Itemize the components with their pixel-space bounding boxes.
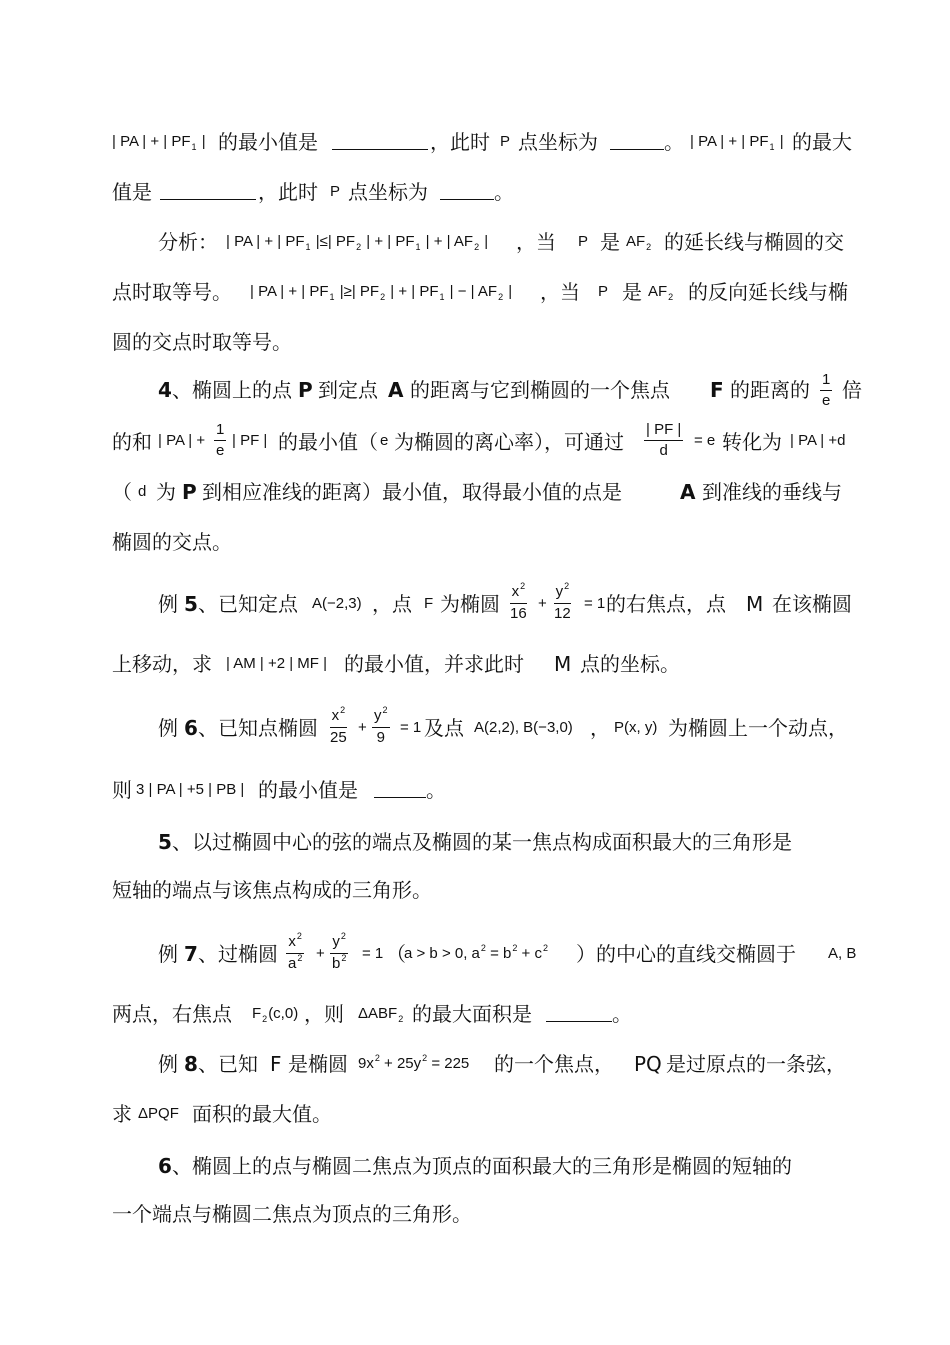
text: 为椭圆的离心率），可通过 [394,430,624,454]
text: 到定点 [318,378,378,402]
text: 求 [112,1102,132,1126]
math-expression: 3 | PA | +5 | PB | [136,781,245,798]
math-operator: + [316,945,325,962]
math-variable: F [270,1052,282,1076]
text: 为 [156,480,176,504]
fraction-x2-over-16: $\frac{x^2}{16}$ [510,581,527,622]
text: ）的中心的直线交椭圆于 [576,942,796,966]
text: 一个端点与椭圆二焦点为顶点的三角形。 [112,1202,472,1226]
text: 、过椭圆 [198,942,278,966]
answer-blank [610,131,664,150]
text: 到相应准线的距离）最小值，取得最小值的点是 [202,480,622,504]
fraction-one-over-e: $\frac{1}{e}$ [216,421,225,459]
math-expression: $\Delta ABF_2$ [358,1005,404,1024]
text: 是 [600,230,620,254]
answer-blank [160,181,256,200]
text: 点坐标为 [518,130,598,154]
line-4 [0,278,950,318]
text: 的反向延长线与椭 [688,280,848,304]
answer-blank [374,779,426,798]
text: 点的坐标。 [580,652,680,676]
fraction-one-over-e: $\frac{1}{e}$ [822,371,831,409]
math-expression: | PF | [232,432,268,449]
text: 的最小值是 [258,778,358,802]
item-number: 4 [158,378,172,402]
line-2 [0,178,950,218]
text: 的延长线与椭圆的交 [664,230,844,254]
line-20 [0,1152,950,1192]
math-variable: P [298,378,313,402]
text: 值是 [112,180,152,204]
text: 的一个焦点， [494,1052,614,1076]
line-19 [0,1100,950,1140]
text: ，此时 [258,180,318,204]
line-9 [0,528,950,568]
fraction-y2-over-b2: $\frac{y^2}{b^2}$ [332,931,347,972]
math-expression: $AF_2$ [626,233,652,252]
math-expression: A(2,2), B(−3,0) [474,719,573,736]
text: 、椭圆上的点与椭圆二焦点为顶点的面积最大的三角形是椭圆的短轴的 [172,1154,792,1178]
text: 两点，右焦点 [112,1002,232,1026]
text: 是 [622,280,642,304]
line-18-example-8 [0,1050,950,1090]
text: 、已知定点 [198,592,298,616]
answer-blank [546,1003,612,1022]
text: 是过原点的一条弦， [666,1052,846,1076]
text: ，则 [304,1002,344,1026]
text: 的最小值（ [278,430,378,454]
text: ， [590,716,610,740]
math-expression: | PA | + | $PF_1$ | [690,133,784,152]
math-variable: F [710,378,724,402]
example-number: 8 [184,1052,198,1076]
math-expression: = e [694,432,716,449]
text: 点时取等号。 [112,280,232,304]
text: 在该椭圆 [772,592,852,616]
text: 点坐标为 [348,180,428,204]
math-variable: e [380,432,389,449]
text: 例 [158,942,178,966]
math-variable: P [330,183,341,200]
text: ，当 [540,280,580,304]
line-5 [0,328,950,368]
text: 的最小值是 [218,130,318,154]
example-number: 7 [184,942,198,966]
text: 。 [664,130,684,154]
text: 圆的交点时取等号。 [112,330,292,354]
text: 倍 [842,378,862,402]
line-6 [0,371,950,414]
text: 。 [426,778,446,802]
line-17 [0,1000,950,1040]
fraction-x2-over-a2: $\frac{x^2}{a^2}$ [288,931,303,972]
math-expression: A(−2,3) [312,595,362,612]
math-expression: P(x, y) [614,719,658,736]
fraction-y2-over-9: $\frac{y^2}{9}$ [374,705,388,746]
math-variable: P [500,133,511,150]
math-variable: d [138,483,147,500]
math-expression: | AM | +2 | MF | [226,655,328,672]
math-expression: ΔPQF [138,1105,179,1122]
math-expression: $9x^2 + 25y^2 = 225$ [358,1053,470,1072]
example-number: 5 [184,592,198,616]
math-variable: M [746,592,764,616]
math-expression: A, B [828,945,857,962]
math-variable: M [554,652,572,676]
text: 的最大面积是 [412,1002,532,1026]
math-variable: A [680,480,696,504]
text: 的距离的 [730,378,810,402]
line-11 [0,650,950,690]
text: ，此时 [430,130,490,154]
text: 转化为 [722,430,782,454]
line-1 [0,128,950,168]
math-expression: | PA | + | $PF_1$ | [112,133,206,152]
line-16-example-7 [0,931,950,978]
math-expression: | PA | + | $PF_1$ |≥| $PF_2$ | + | $PF_1$ | − | $AF_2$ | [250,283,513,302]
text: 。 [494,180,514,204]
math-expression: = 1 [362,945,384,962]
text: 是椭圆 [288,1052,348,1076]
text: ，当 [516,230,556,254]
math-expression: | PA | + | $PF_1$ |≤| $PF_2$ | + | $PF_1$ | + | $AF_2$ | [226,233,489,252]
text: 椭圆的交点。 [112,530,232,554]
math-expression: $F_2(c,0)$ [252,1005,299,1024]
math-operator: + [358,719,367,736]
text: 到准线的垂线与 [702,480,842,504]
math-variable: P [598,283,609,300]
text: 、已知点椭圆 [198,716,318,740]
line-14 [0,828,950,868]
line-21 [0,1200,950,1240]
line-7 [0,421,950,466]
math-expression: $AF_2$ [648,283,674,302]
text: 例 [158,1052,178,1076]
math-variable: A [388,378,404,402]
fraction-x2-over-25: $\frac{x^2}{25}$ [330,705,347,746]
math-operator: + [538,595,547,612]
line-8 [0,478,950,518]
math-expression: | PA | +d [790,432,846,449]
text: 的最小值，并求此时 [344,652,524,676]
text: （ [112,480,132,504]
line-15 [0,876,950,916]
text: 短轴的端点与该焦点构成的三角形。 [112,878,432,902]
fraction-pf-over-d: $\frac{| PF |}{d}$ [646,421,682,459]
math-expression: = 1 [400,719,422,736]
text: 的最大 [792,130,852,154]
math-variable: P [182,480,197,504]
line-12-example-6 [0,705,950,752]
text: 、椭圆上的点 [172,378,292,402]
text: 的右焦点，点 [606,592,726,616]
math-expression: a > b > 0, $a^2 = b^2 + c^2$ [404,943,548,962]
text: 分析： [158,230,218,254]
math-variable: P [578,233,589,250]
math-expression: | PA | + [158,432,206,449]
answer-blank [440,181,494,200]
text: 上移动，求 [112,652,212,676]
line-3 [0,228,950,268]
text: 及点 [424,716,464,740]
text: （ [386,942,406,966]
math-variable: F [424,595,434,612]
text: 则 [112,778,132,802]
text: 。 [612,1002,632,1026]
text: 例 [158,716,178,740]
line-13 [0,776,950,816]
item-number: 5 [158,830,172,854]
text: 例 [158,592,178,616]
text: 、以过椭圆中心的弦的端点及椭圆的某一焦点构成面积最大的三角形是 [172,830,792,854]
text: 面积的最大值。 [192,1102,332,1126]
text: 的和 [112,430,152,454]
line-10-example-5 [0,581,950,628]
math-variable: PQ [634,1052,662,1076]
text: 为椭圆上一个动点， [668,716,848,740]
item-number: 6 [158,1154,172,1178]
text: 、已知 [198,1052,258,1076]
fraction-y2-over-12: $\frac{y^2}{12}$ [554,581,571,622]
answer-blank [332,131,428,150]
text: 为椭圆 [440,592,500,616]
example-number: 6 [184,716,198,740]
text: 的距离与它到椭圆的一个焦点 [410,378,670,402]
text: ，点 [372,592,412,616]
math-expression: = 1 [584,595,606,612]
